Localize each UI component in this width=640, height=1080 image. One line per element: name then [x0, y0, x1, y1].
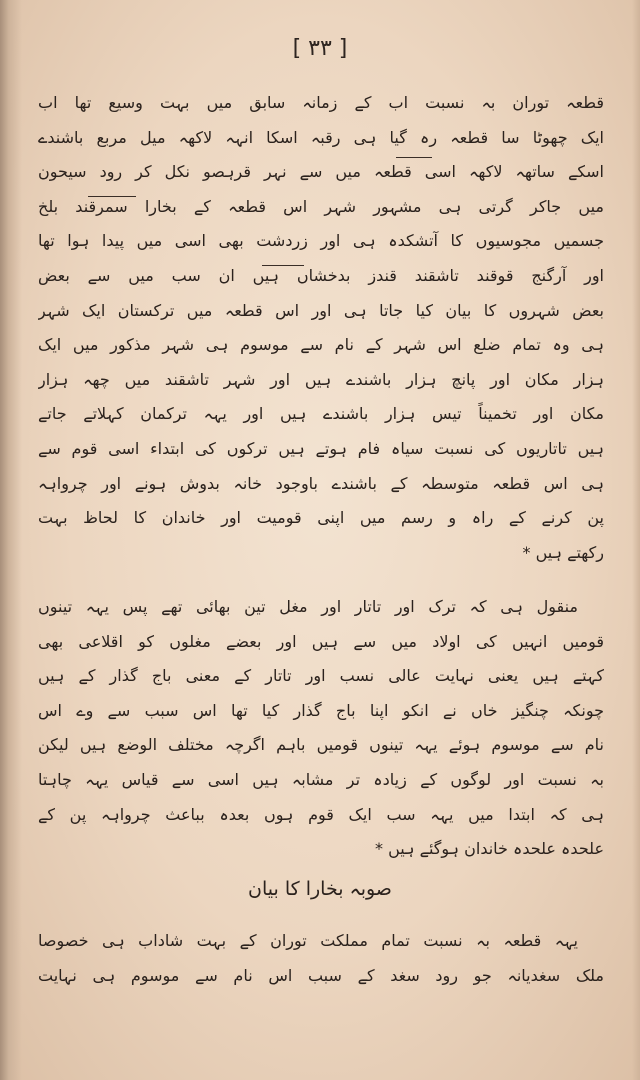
text-line: بعض شہروں کا بیان کیا جاتا ہی اور اس قطعہ میں ترکستان ایک شہر	[38, 300, 604, 320]
text-line-first: منقول ہی کہ ترک اور تاتار اور مغل تین بھائی تھے پس یہہ تینوں	[38, 597, 578, 616]
text-line-last: رکھتے ہیں *	[522, 542, 604, 562]
page-right-edge	[632, 0, 640, 1080]
text-line: ہزار مکان اور پانچ ہزار باشندے ہیں اور شہر تاشقند میں چھہ ہزار	[38, 369, 604, 389]
paragraph-1	[38, 86, 604, 570]
text-line: اور آرگنج قوقند تاشقند قندز بدخشاں ہیں ان سب میں سے بعض	[38, 265, 604, 285]
text-line-first: یہہ قطعہ بہ نسبت تمام مملکت توران کے بہت شاداب ہی خصوصا	[38, 931, 578, 950]
text-line: ہی کہ ابتدا میں یہہ سب ایک قوم ہوں بعدہ بباعث چرواہہ پن کے	[38, 804, 604, 824]
text-line: ایک چھوٹا سا قطعہ رہ گیا ہی رقبہ اسکا انہہ لاکھہ میل مربع باشندے	[38, 127, 604, 147]
text-line: کہتے ہیں یعنی نہایت عالی نسب اور تاتار کے معنی باج گذار کے ہیں	[38, 666, 604, 686]
word-overline-mark	[396, 157, 432, 158]
text-line: میں جاکر گرتی ہی مشہور شہر اس قطعہ کے بخارا سمرقند بلخ	[38, 196, 604, 216]
paragraph-2	[38, 590, 604, 867]
word-overline-mark	[88, 196, 136, 197]
section-heading: صوبہ بخارا کا بیان	[248, 878, 392, 900]
text-line: اسکے ساتھہ لاکھہ اسی قطعہ میں سے نہر قرہصو نکل کر رود سیحون	[38, 162, 604, 182]
text-line: ملک سغدیانہ جو رود سغد کے سبب اس نام سے موسوم ہی نہایت	[38, 965, 604, 985]
page-binding-edge	[0, 0, 22, 1080]
text-line: نام سے موسوم ہوئے یہہ تینوں قومیں باہم اگرچہ مختلف الوضع ہیں لیکن	[38, 735, 604, 755]
word-overline-mark	[262, 265, 304, 266]
text-line: قومیں انہیں کی اولاد میں سے ہیں اور بعضے مغلوں کو اقلاعی بھی	[38, 631, 604, 651]
text-line: قطعہ توران بہ نسبت اب کے زمانہ سابق میں بہت وسیع تھا اب	[38, 93, 604, 112]
page-number: [ ۳۳ ]	[292, 36, 348, 61]
text-line: ہیں تاتاریوں کی نسبت سیاہ فام ہوتے ہیں ترکوں کی ابتداء اسی قوم سے	[38, 438, 604, 458]
text-line-last: علحدہ علحدہ خاندان ہوگئے ہیں *	[375, 839, 604, 859]
text-line: ہی وہ تمام ضلع اس شہر کے نام سے موسوم ہی شہر مذکور میں ایک	[38, 335, 604, 355]
text-line: جسمیں مجوسیوں کا آتشکدہ ہی اور زردشت بھی اسی میں پیدا ہوا تھا	[38, 231, 604, 251]
text-line: چونکہ چنگیز خاں نے انکو اپنا باج گذار کیا تھا اس سبب سے وے اس	[38, 700, 604, 720]
text-line: پن کرنے کے راہ و رسم میں اپنی قومیت اور خاندان کا لحاظ بہت	[38, 508, 604, 528]
text-line: مکان اور تخمیناً تیس ہزار باشندے ہیں اور یہہ ترکمان کہلاتے جاتے	[38, 404, 604, 424]
text-line: ہی اس قطعہ متوسطہ کے باشندے باوجود خانہ بدوش ہونے اور چرواہہ	[38, 473, 604, 493]
paragraph-3	[38, 924, 604, 993]
text-line: بہ نسبت اور لوگوں کے زیادہ تر مشابہ ہیں اسی سے قیاس یہہ چاہتا	[38, 769, 604, 789]
